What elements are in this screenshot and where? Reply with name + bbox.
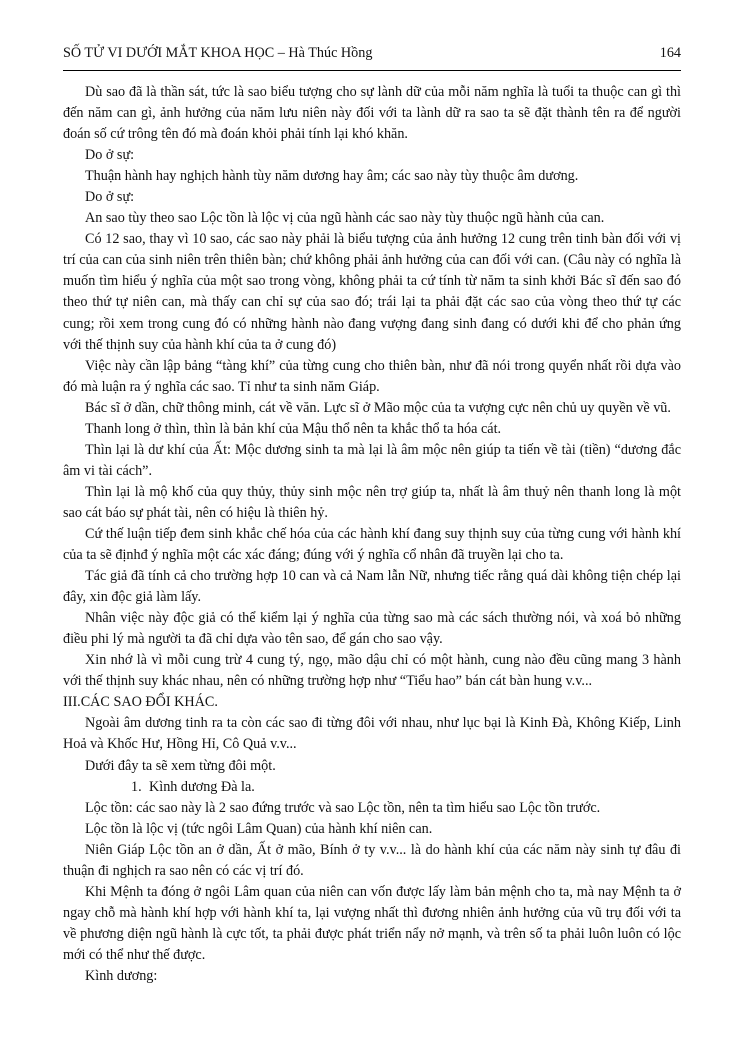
paragraph: Bác sĩ ở dần, chữ thông minh, cát về văn. Lực sĩ ở Mão mộc của ta vượng cực nên chủ uy quyền về vũ. [85, 399, 671, 416]
paragraph: Xin nhớ là vì mỗi cung trừ 4 cung tý, ngọ, mão dậu chỉ có một hành, cung nào đều cũng mang 3 hành với thế thịnh suy khác nhau, nên có những trường hợp như “Tiểu hao” bán cát bàn hung v.v... [63, 652, 681, 690]
page-header [63, 44, 681, 62]
paragraph: Thìn lại là mộ khố của quy thủy, thủy sinh mộc nên trợ giúp ta, nhất là âm thuỷ nên thanh long là một sao cát báo sự phát tài, nên có hiệu là thiên hỷ. [63, 483, 681, 521]
paragraph: Khi Mệnh ta đóng ở ngôi Lâm quan của niên can vốn được lấy làm bản mệnh cho ta, mà nay Mệnh ta ở ngay chỗ mà hành khí hợp với hành khí ta, lại vượng nhất thì đương nhiên ảnh hưởng của vũ trụ đối với ta về phương diện ngũ hành là cực tốt, ta phải được phát triển nẩy nở mạnh, và trên số ta phải luôn luôn có lộc mới có thể như thế được. [63, 883, 681, 963]
paragraph: Kình dương: [85, 967, 158, 984]
section-heading: III.CÁC SAO ĐỔI KHÁC. [63, 694, 218, 711]
paragraph: Lộc tồn là lộc vị (tức ngôi Lâm Quan) của hành khí niên can. [85, 820, 433, 837]
paragraph: Lộc tồn: các sao này là 2 sao đứng trước và sao Lộc tồn, nên ta tìm hiểu sao Lộc tồn trước. [85, 799, 601, 816]
paragraph: Ngoài âm dương tinh ra ta còn các sao đi từng đôi với nhau, như lục bại là Kinh Đà, Không Kiếp, Linh Hoả và Khốc Hư, Hồng Hỉ, Cô Quả v.v... [63, 715, 681, 753]
list-item [63, 777, 681, 798]
paragraph: Dưới đây ta sẽ xem từng đôi một. [85, 757, 276, 774]
paragraph: Niên Giáp Lộc tồn an ở dần, Ất ở mão, Bính ở ty v.v... là do hành khí của các năm này sinh tự đâu đi thuận đi nghịch ra sao nên có các vị trí đó. [63, 841, 681, 879]
paragraph: Thìn lại là dư khí của Ất: Mộc dương sinh ta mà lại là âm mộc nên giúp ta tiến về tài (tiền) “dương đắc âm vi tài cách”. [63, 441, 681, 479]
header-rule [63, 70, 681, 71]
paragraph: Việc này cần lập bảng “tàng khí” của từng cung cho thiên bàn, như đã nói trong quyển nhất rồi dựa vào đó mà luận ra ý nghĩa các sao. Tỉ như ta sinh năm Giáp. [63, 357, 681, 395]
paragraph: An sao tùy theo sao Lộc tồn là lộc vị của ngũ hành các sao này tùy thuộc ngũ hành của can. [85, 210, 605, 227]
list-number: 1. [131, 778, 142, 795]
paragraph: Nhân việc này độc giả có thể kiểm lại ý nghĩa của từng sao mà các sách thường nói, và xoá bỏ những điều phi lý mà người ta đã chỉ dựa vào tên sao, để gán cho sao vậy. [63, 610, 681, 648]
paragraph: Thuận hành hay nghịch hành tùy năm dương hay âm; các sao này tùy thuộc âm dương. [85, 168, 579, 185]
page-body [63, 82, 681, 987]
paragraph: Tác giả đã tính cả cho trường hợp 10 can và cả Nam lẫn Nữ, nhưng tiếc rằng quá dài không tiện chép lại đây, xin độc giả làm lấy. [63, 568, 681, 606]
list-text: Kình dương Đà la. [149, 778, 255, 795]
paragraph: Dù sao đã là thần sát, tức là sao biểu tượng cho sự lành dữ của mỗi năm nghĩa là tuổi ta thuộc can gì thì đến năm can gì, ảnh hưởng của năm lưu niên này đối với ta lành dữ ra sao ta sẽ đặt thành tên ra để người đoán số cứ trông tên đó mà đoán khỏi phải tính lại khó khăn. [63, 84, 681, 143]
page-number: 164 [659, 45, 681, 61]
running-title: SỐ TỬ VI DƯỚI MẮT KHOA HỌC – Hà Thúc Hồng [63, 45, 373, 61]
paragraph: Cứ thế luận tiếp đem sinh khắc chế hóa của các hành khí đang suy thịnh suy của từng cung với hành khí của ta sẽ địnhđ ý nghĩa một các xác đáng; đúng với ý nghĩa cổ nhân đã truyền lại cho ta. [63, 525, 681, 564]
paragraph: Có 12 sao, thay vì 10 sao, các sao này phải là biểu tượng của ảnh hưởng 12 cung trên tinh bàn đối với vị trí của can của sinh niên trên thiên bàn; chứ không phải ảnh hưởng của can đối với can. (Câu này có nghĩa là muốn tìm hiểu ý nghĩa của một sao trong vòng, không phải ta cứ tính từ năm ta sinh khởi Bác sĩ đến sao đó theo thứ tự niên can, mà thấy can chỉ sự của sao đó; trái lại ta phải đặt các sao của vòng theo thứ tự các cung; rồi xem trong cung đó có những hành nào đang vượng đang sinh đang có dưới khi để cho phản ứng với thế thịnh suy của hành khí của ta ở cung đó) [63, 231, 681, 353]
paragraph: Do ở sự: [85, 189, 135, 206]
paragraph: Thanh long ở thìn, thìn là bản khí của Mậu thổ nên ta khắc thổ ta hóa cát. [85, 420, 502, 437]
paragraph: Do ở sự: [85, 147, 135, 164]
